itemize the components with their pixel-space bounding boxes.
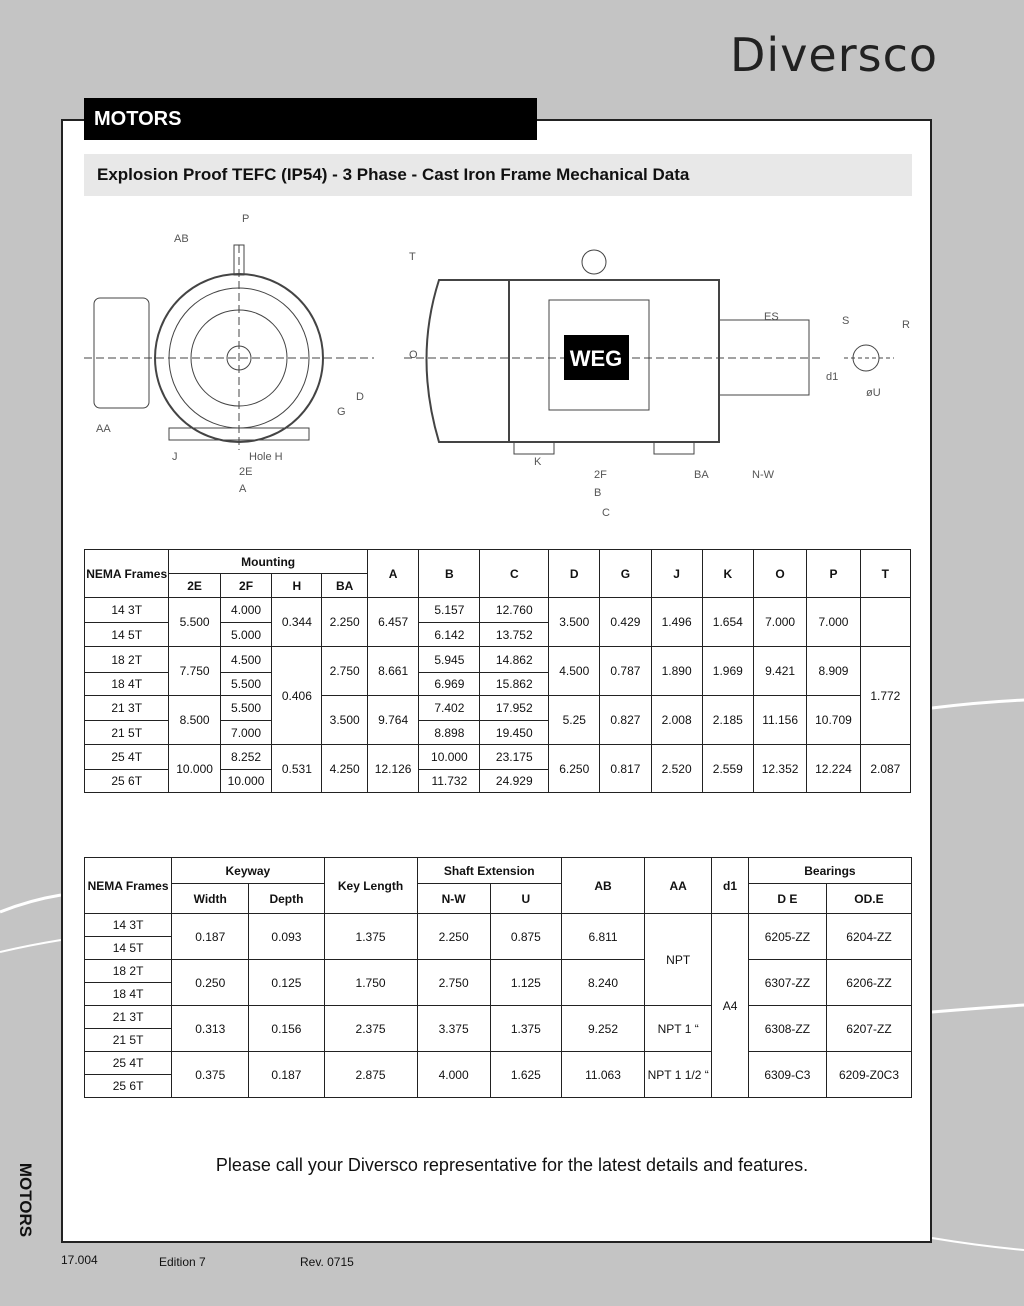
diversco-logo: Diversco [730,28,939,82]
table-cell: 19.450 [480,721,549,745]
weg-logo [564,335,629,380]
table-cell: 5.25 [549,696,600,745]
table-cell: 7.402 [419,696,480,721]
page-subtitle: Explosion Proof TEFC (IP54) - 3 Phase - Cast Iron Frame Mechanical Data [84,154,912,196]
d1-header: d1 [712,858,749,914]
table-cell: 3.500 [549,598,600,647]
dimension-label: O [409,349,418,361]
table-cell: 18 4T [85,983,172,1006]
table-cell: NPT [645,914,712,1006]
aa-header: AA [645,858,712,914]
shaft-extension-header: Shaft Extension [417,858,561,884]
table-cell: 6308-ZZ [748,1006,826,1052]
table-cell: 1.969 [702,647,753,696]
table-cell: 10.000 [419,745,480,770]
motor-dimension-drawing [84,210,912,530]
table-cell: 0.344 [272,598,322,647]
table-cell: 2.875 [324,1052,417,1098]
ode-header: OD.E [826,884,911,914]
table-cell: 12.126 [367,745,418,793]
table-cell: 11.063 [561,1052,644,1098]
table-cell: 15.862 [480,673,549,696]
table-cell: 1.750 [324,960,417,1006]
table-cell: 6206-ZZ [826,960,911,1006]
table-cell: 4.000 [417,1052,490,1098]
table-cell: 8.661 [367,647,418,696]
mounting-header: Mounting [169,550,368,574]
table-cell: 1.496 [651,598,702,647]
table-cell: 2.559 [702,745,753,793]
dimension-label: N-W [752,469,774,481]
table-cell: 0.531 [272,745,322,793]
dimension-label: K [534,456,542,468]
dimension-label: d1 [826,371,839,383]
table-cell: 8.500 [169,696,220,745]
nema-frames-header: NEMA Frames [85,550,169,598]
dimension-label: ES [764,311,779,323]
table-cell: 7.000 [220,721,271,745]
col-header-a: A [367,550,418,598]
nw-header: N-W [417,884,490,914]
ab-header: AB [561,858,644,914]
col-header-d: D [549,550,600,598]
dimension-label: B [594,487,602,499]
table-cell: 14 5T [85,937,172,960]
col-header-2e: 2E [169,574,220,598]
width-header: Width [172,884,249,914]
table-cell: 4.250 [322,745,367,793]
col-header-j: J [651,550,702,598]
table-cell: 0.093 [249,914,324,960]
table-cell: 12.352 [753,745,806,793]
table-cell [860,598,910,647]
contact-note: Please call your Diversco representative for the latest details and features. [215,1155,809,1175]
table-cell: 10.000 [220,770,271,793]
table-cell: 10.000 [169,745,220,793]
table-cell: 7.000 [807,598,860,647]
table-cell: 1.375 [490,1006,561,1052]
table-cell: 6204-ZZ [826,914,911,960]
footer-edition: Edition 7 [159,1255,206,1269]
table-cell: 6209-Z0C3 [826,1052,911,1098]
table-cell: 2.087 [860,745,910,793]
keyway-bearings-table [84,857,912,1098]
table-cell: 6.969 [419,673,480,696]
dimension-label: C [602,507,610,519]
front-view [84,245,374,450]
table-cell: 8.909 [807,647,860,696]
table-cell: NPT 1 1/2 “ [645,1052,712,1098]
table-cell: 1.890 [651,647,702,696]
dimension-label: G [337,406,346,418]
dimension-label: BA [694,469,709,481]
dimension-label: R [902,319,910,331]
col-header-ba: BA [322,574,367,598]
section-title: MOTORS [84,98,537,140]
table-cell: 21 5T [85,1029,172,1052]
bearings-header: Bearings [748,858,911,884]
dimension-label: 2E [239,466,253,478]
table-cell: 6207-ZZ [826,1006,911,1052]
col-header-2f: 2F [220,574,271,598]
table-cell: 0.827 [600,696,651,745]
table-cell: 5.500 [220,673,271,696]
table-cell: 5.000 [220,623,271,647]
mechanical-data-table [84,549,911,793]
table-cell: 2.250 [417,914,490,960]
table-cell: 2.185 [702,696,753,745]
table-cell: 18 2T [85,647,169,673]
table-cell: 2.750 [417,960,490,1006]
table-cell: A4 [712,914,749,1098]
table-cell: 18 4T [85,673,169,696]
table-cell: 6205-ZZ [748,914,826,960]
keyway-header: Keyway [172,858,324,884]
table-cell: 23.175 [480,745,549,770]
table-cell: 8.252 [220,745,271,770]
table-cell: 7.000 [753,598,806,647]
col-header-o: O [753,550,806,598]
table-cell: 12.760 [480,598,549,623]
table-cell: 6.142 [419,623,480,647]
u-header: U [490,884,561,914]
table-cell: 1.625 [490,1052,561,1098]
table-cell: 0.156 [249,1006,324,1052]
col-header-t: T [860,550,910,598]
table-cell: 1.375 [324,914,417,960]
table-cell: 0.125 [249,960,324,1006]
table-cell: 17.952 [480,696,549,721]
table-cell: 5.157 [419,598,480,623]
table-cell: 6.457 [367,598,418,647]
table-cell: 21 3T [85,696,169,721]
col-header-k: K [702,550,753,598]
col-header-g: G [600,550,651,598]
table-cell: 10.709 [807,696,860,745]
table-cell: 24.929 [480,770,549,793]
table-cell: 0.187 [172,914,249,960]
side-section-label: MOTORS [16,1162,36,1238]
table-cell: 1.772 [860,647,910,745]
table-cell: 0.187 [249,1052,324,1098]
table-cell: 25 4T [85,1052,172,1075]
footer-code: 17.004 [61,1253,98,1267]
table-cell: 0.375 [172,1052,249,1098]
table-cell: 2.750 [322,647,367,696]
table-cell: 0.429 [600,598,651,647]
table-cell: 21 5T [85,721,169,745]
table-cell: 25 4T [85,745,169,770]
table-cell: 9.421 [753,647,806,696]
table-cell: 0.313 [172,1006,249,1052]
table-cell: 8.240 [561,960,644,1006]
table-cell: 2.250 [322,598,367,647]
table-cell: 2.520 [651,745,702,793]
table-cell: 4.500 [549,647,600,696]
table-cell: 0.250 [172,960,249,1006]
dimension-label: 2F [594,469,607,481]
table-cell: 6307-ZZ [748,960,826,1006]
table-cell: 21 3T [85,1006,172,1029]
table-cell: 3.375 [417,1006,490,1052]
table-cell: 0.817 [600,745,651,793]
table-cell: 5.500 [169,598,220,647]
table-cell: 25 6T [85,1075,172,1098]
table-cell: 14 5T [85,623,169,647]
table-cell: 4.500 [220,647,271,673]
dimension-label: J [172,451,178,463]
col-header-p: P [807,550,860,598]
table-cell: 1.654 [702,598,753,647]
table-cell: 5.500 [220,696,271,721]
shaft-section [844,345,894,371]
dimension-label: øU [866,387,881,399]
svg-text:WEG: WEG [569,346,623,371]
table-cell: NPT 1 “ [645,1006,712,1052]
table-cell: 9.764 [367,696,418,745]
table-cell: 0.787 [600,647,651,696]
table-cell: 0.406 [272,647,322,745]
table-cell: 18 2T [85,960,172,983]
col-header-h: H [272,574,322,598]
table-cell: 2.375 [324,1006,417,1052]
table-cell: 11.156 [753,696,806,745]
table-cell: 0.875 [490,914,561,960]
table-cell: 6.250 [549,745,600,793]
dimension-label: AB [174,233,189,245]
dimension-label: D [356,391,364,403]
table-cell: 8.898 [419,721,480,745]
table-cell: 6.811 [561,914,644,960]
table-cell: 25 6T [85,770,169,793]
de-header: D E [748,884,826,914]
col-header-c: C [480,550,549,598]
key-length-header: Key Length [324,858,417,914]
table-cell: 9.252 [561,1006,644,1052]
dimension-label: S [842,315,850,327]
table-cell: 14 3T [85,598,169,623]
dimension-label: Hole H [249,451,283,463]
table-cell: 7.750 [169,647,220,696]
table-cell: 2.008 [651,696,702,745]
table-cell: 4.000 [220,598,271,623]
col-header-b: B [419,550,480,598]
table-cell: 14 3T [85,914,172,937]
dimension-label: P [242,213,250,225]
dimension-label: AA [96,423,111,435]
table-cell: 11.732 [419,770,480,793]
table-cell: 13.752 [480,623,549,647]
table-cell: 14.862 [480,647,549,673]
dimension-label: T [409,251,416,263]
table-cell: 3.500 [322,696,367,745]
table-cell: 6309-C3 [748,1052,826,1098]
dimension-label: A [239,483,247,495]
side-section-tab [10,1160,60,1244]
table-cell: 1.125 [490,960,561,1006]
nema-frames-header: NEMA Frames [85,858,172,914]
table-cell: 12.224 [807,745,860,793]
table-cell: 5.945 [419,647,480,673]
depth-header: Depth [249,884,324,914]
footer-revision: Rev. 0715 [300,1255,354,1269]
